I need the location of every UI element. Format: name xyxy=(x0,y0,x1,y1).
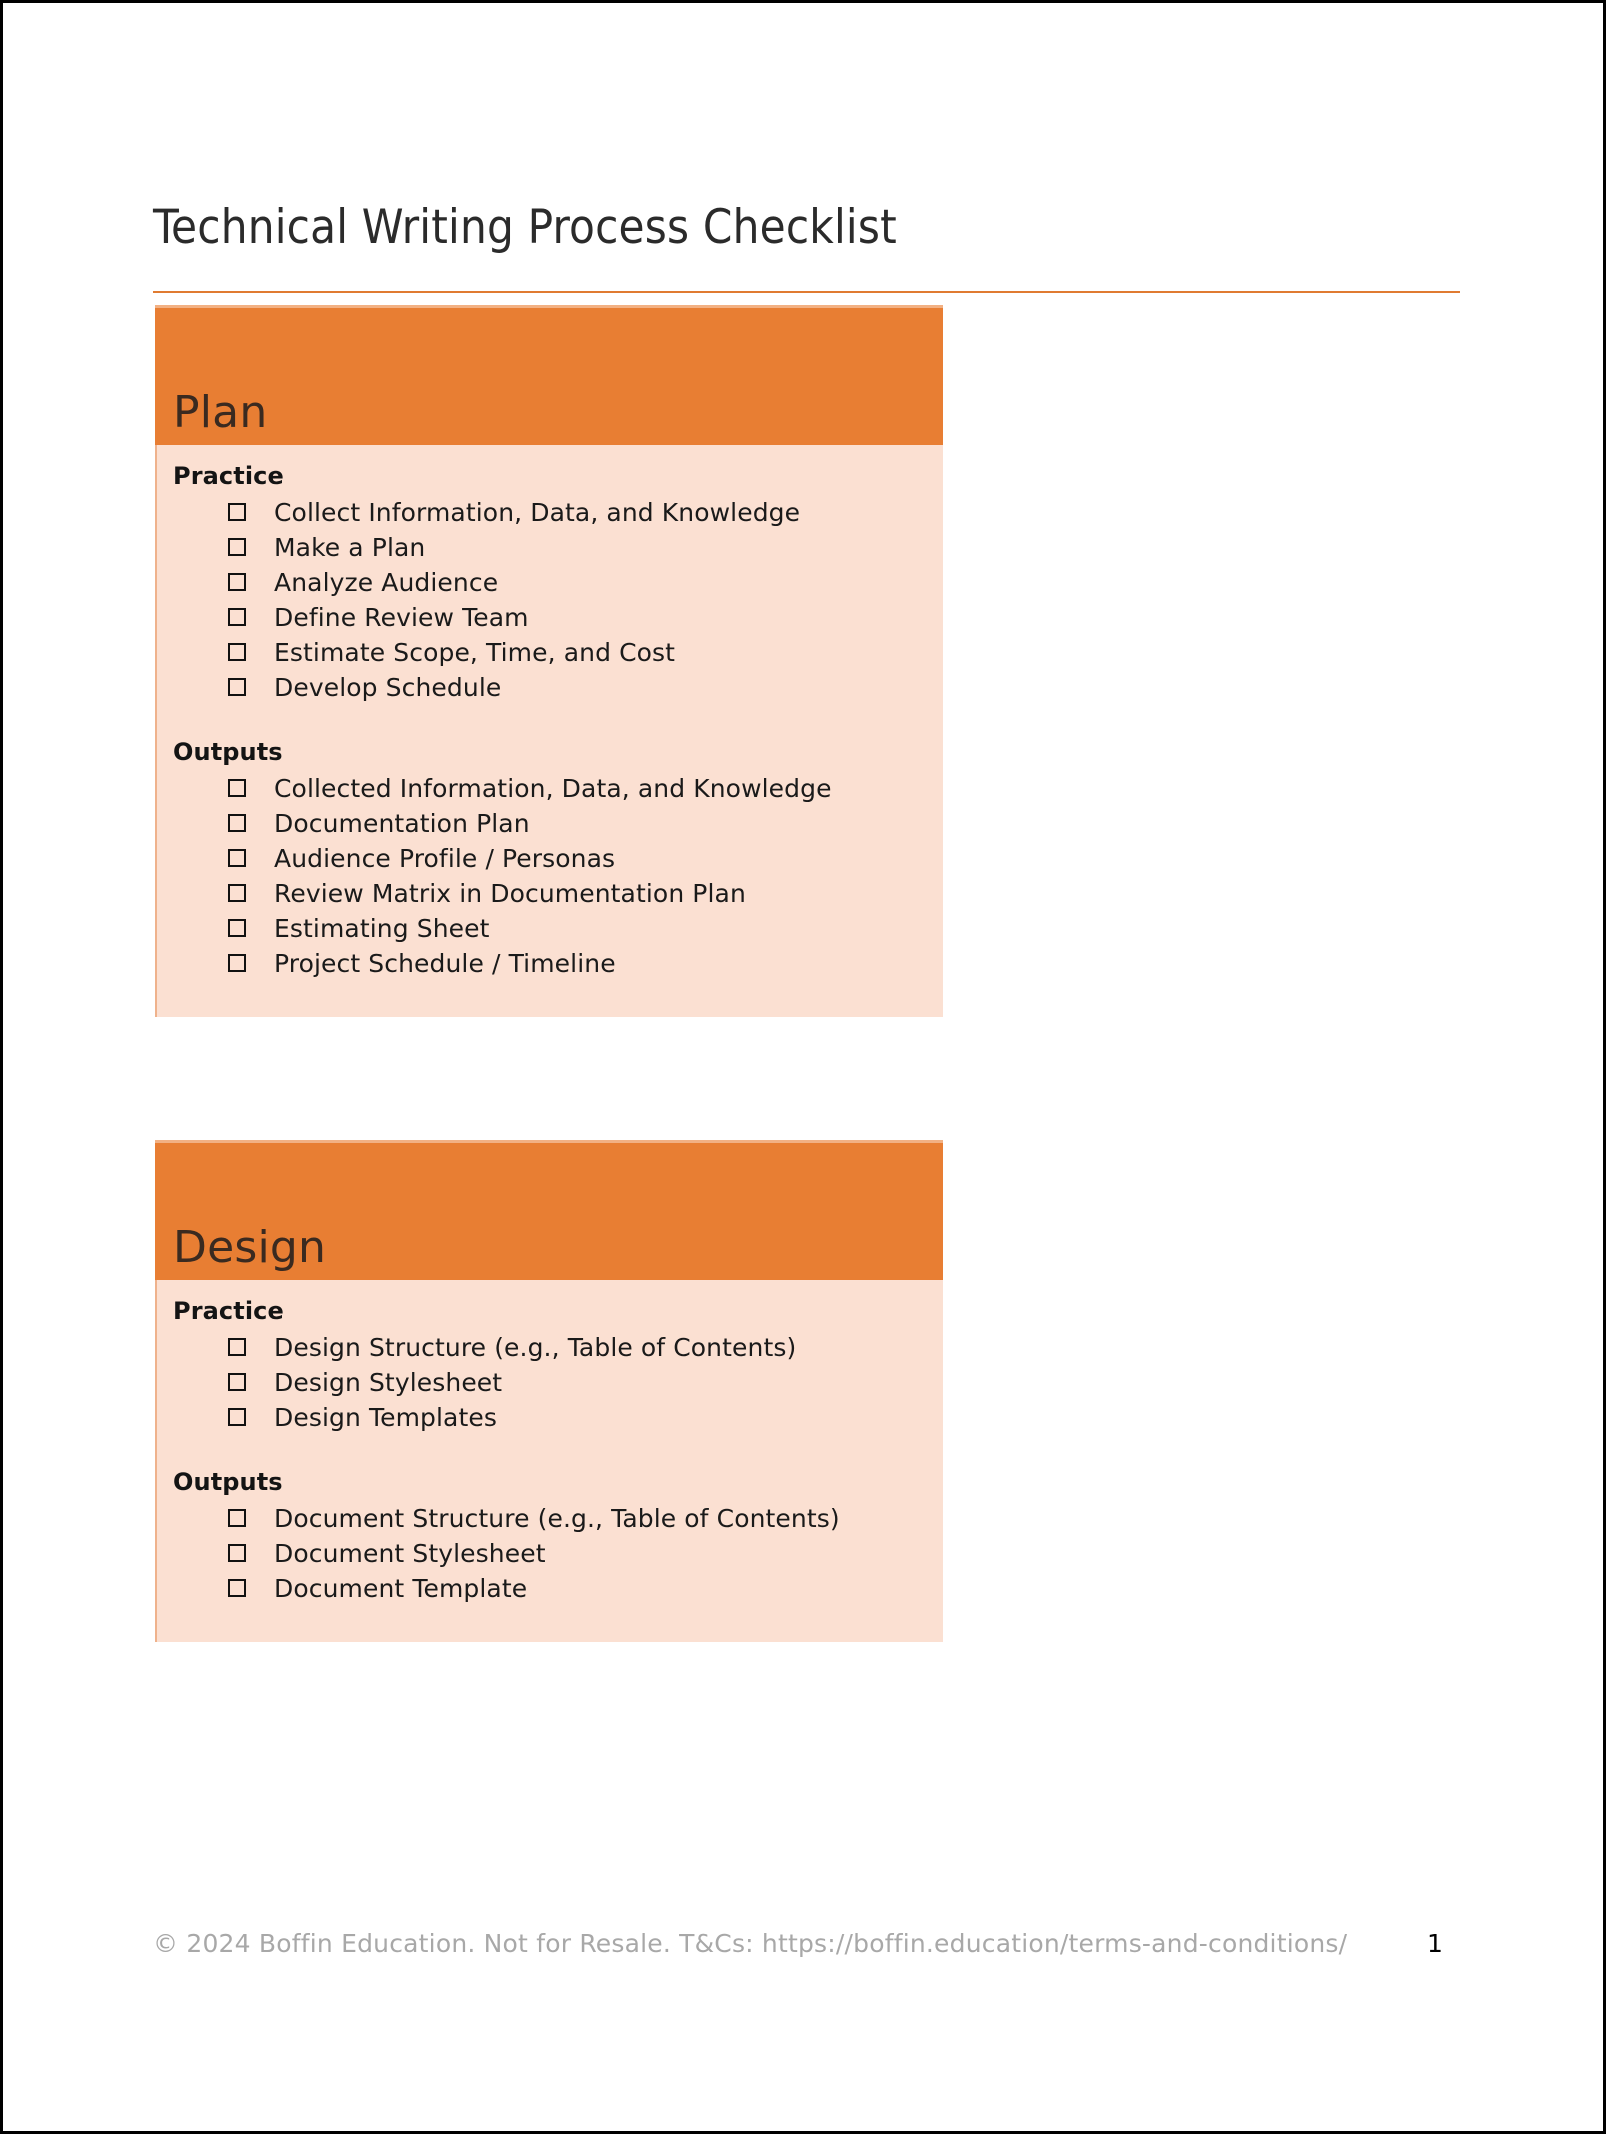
checkbox-icon[interactable] xyxy=(228,608,246,626)
checklist xyxy=(173,1501,927,1606)
group-heading: Outputs xyxy=(173,1468,283,1496)
checkbox-icon[interactable] xyxy=(228,884,246,902)
checklist-item-label: Project Schedule / Timeline xyxy=(274,949,616,978)
checklist xyxy=(173,1330,927,1435)
title-divider xyxy=(153,291,1460,293)
checklist xyxy=(173,495,927,705)
group-outputs xyxy=(173,735,927,981)
checkbox-icon[interactable] xyxy=(228,1579,246,1597)
section-title: Plan xyxy=(173,387,268,438)
checklist-item-label: Estimate Scope, Time, and Cost xyxy=(274,638,676,667)
checkbox-icon[interactable] xyxy=(228,538,246,556)
group-heading: Practice xyxy=(173,1297,284,1325)
checklist xyxy=(173,771,927,981)
checkbox-icon[interactable] xyxy=(228,1373,246,1391)
section-card-plan xyxy=(155,305,943,1017)
checklist-item[interactable] xyxy=(228,876,927,911)
group-practice xyxy=(173,1294,927,1435)
checkbox-icon[interactable] xyxy=(228,643,246,661)
checklist-item-label: Review Matrix in Documentation Plan xyxy=(274,879,746,908)
checklist-item[interactable] xyxy=(228,1501,927,1536)
checklist-item-label: Document Stylesheet xyxy=(274,1539,546,1568)
group-heading: Outputs xyxy=(173,738,283,766)
checklist-item-label: Design Structure (e.g., Table of Contents) xyxy=(274,1333,797,1362)
checklist-item[interactable] xyxy=(228,495,927,530)
checkbox-icon[interactable] xyxy=(228,919,246,937)
section-title: Design xyxy=(173,1222,327,1273)
section-header-design xyxy=(155,1140,943,1280)
checklist-item[interactable] xyxy=(228,600,927,635)
checklist-item-label: Define Review Team xyxy=(274,603,529,632)
checklist-item[interactable] xyxy=(228,565,927,600)
checklist-item[interactable] xyxy=(228,670,927,705)
section-body-plan xyxy=(155,445,943,1017)
checkbox-icon[interactable] xyxy=(228,779,246,797)
checkbox-icon[interactable] xyxy=(228,1544,246,1562)
group-outputs xyxy=(173,1465,927,1606)
checklist-item[interactable] xyxy=(228,1365,927,1400)
checklist-item[interactable] xyxy=(228,1330,927,1365)
checklist-item[interactable] xyxy=(228,911,927,946)
checklist-item-label: Collected Information, Data, and Knowledge xyxy=(274,774,832,803)
section-header-plan xyxy=(155,305,943,445)
checkbox-icon[interactable] xyxy=(228,1509,246,1527)
checklist-item[interactable] xyxy=(228,771,927,806)
checkbox-icon[interactable] xyxy=(228,573,246,591)
checkbox-icon[interactable] xyxy=(228,503,246,521)
checklist-item-label: Develop Schedule xyxy=(274,673,502,702)
checklist-item-label: Audience Profile / Personas xyxy=(274,844,616,873)
checklist-item[interactable] xyxy=(228,1571,927,1606)
checkbox-icon[interactable] xyxy=(228,678,246,696)
checklist-item-label: Design Stylesheet xyxy=(274,1368,503,1397)
checklist-item-label: Analyze Audience xyxy=(274,568,499,597)
checklist-item[interactable] xyxy=(228,1400,927,1435)
checklist-item[interactable] xyxy=(228,1536,927,1571)
checklist-item[interactable] xyxy=(228,530,927,565)
checkbox-icon[interactable] xyxy=(228,954,246,972)
checklist-item[interactable] xyxy=(228,806,927,841)
checklist-item-label: Document Structure (e.g., Table of Contents) xyxy=(274,1504,840,1533)
checklist-item[interactable] xyxy=(228,841,927,876)
checkbox-icon[interactable] xyxy=(228,849,246,867)
footer-copyright: © 2024 Boffin Education. Not for Resale. T&Cs: https://boffin.education/terms-and-conditions/ xyxy=(153,1929,1348,1958)
checklist-item-label: Estimating Sheet xyxy=(274,914,490,943)
checklist-item[interactable] xyxy=(228,635,927,670)
checklist-item-label: Make a Plan xyxy=(274,533,426,562)
page-number: 1 xyxy=(1427,1929,1443,1958)
checklist-item-label: Documentation Plan xyxy=(274,809,530,838)
checklist-item-label: Design Templates xyxy=(274,1403,497,1432)
group-practice xyxy=(173,459,927,705)
checklist-item-label: Document Template xyxy=(274,1574,528,1603)
page-title: Technical Writing Process Checklist xyxy=(153,200,897,255)
section-card-design xyxy=(155,1140,943,1642)
page-content xyxy=(3,3,1603,2131)
group-heading: Practice xyxy=(173,462,284,490)
checkbox-icon[interactable] xyxy=(228,1408,246,1426)
checkbox-icon[interactable] xyxy=(228,814,246,832)
section-body-design xyxy=(155,1280,943,1642)
checkbox-icon[interactable] xyxy=(228,1338,246,1356)
checklist-item-label: Collect Information, Data, and Knowledge xyxy=(274,498,801,527)
checklist-item[interactable] xyxy=(228,946,927,981)
